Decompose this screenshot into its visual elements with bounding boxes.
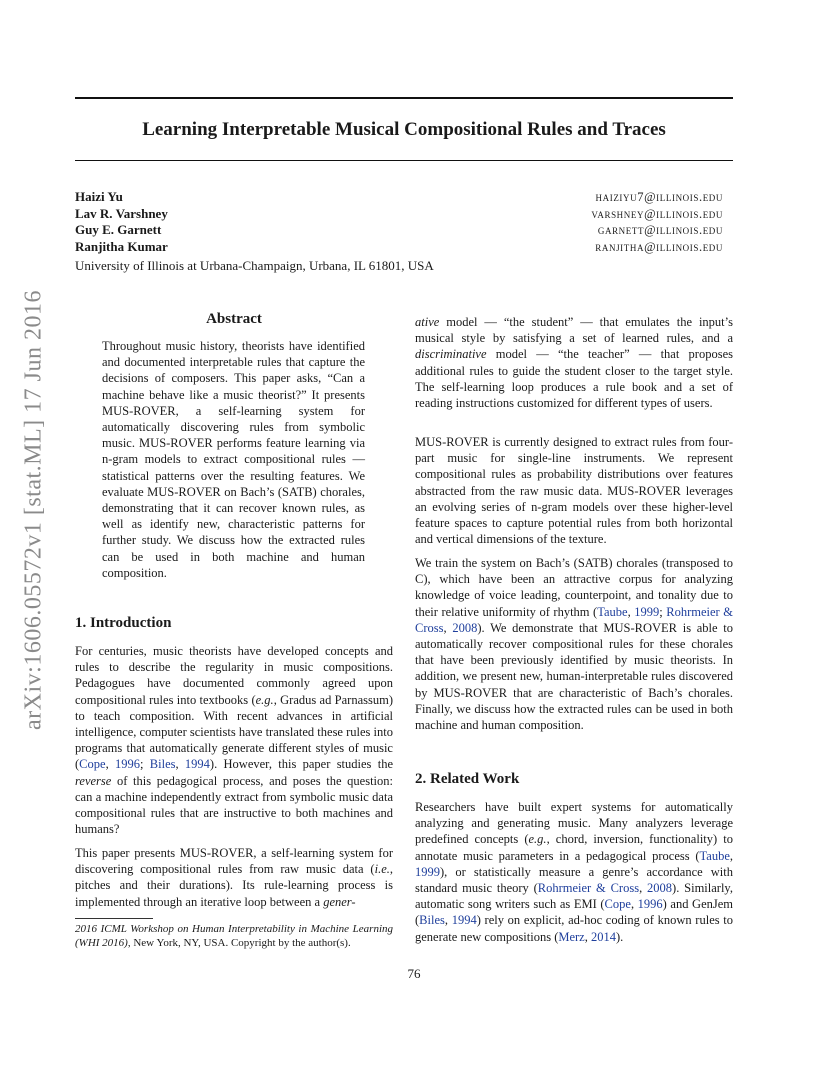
arxiv-sidebar (6, 130, 62, 890)
citation-link[interactable]: 1996 (115, 757, 140, 772)
citation-link[interactable]: 2008 (452, 620, 478, 635)
affiliation: University of Illinois at Urbana-Champaign, Urbana, IL 61801, USA (75, 258, 434, 273)
intro-heading: 1. Introduction (75, 615, 172, 631)
author-row (75, 222, 733, 239)
citation-link[interactable]: 1999 (634, 604, 660, 619)
author-row (75, 189, 733, 206)
footnote-rule (75, 918, 153, 919)
citation-link[interactable]: Taube (597, 604, 628, 619)
author-name: Guy E. Garnett (75, 222, 162, 237)
related-work-heading: 2. Related Work (415, 771, 520, 787)
citation-link[interactable]: Cope (79, 757, 106, 772)
abstract-text: Throughout music history, theorists have identified and documented interpretable rules that capture the decisions of composers. This paper asks, “Can a machine behave like a music theorist?” It presents MUS-ROVER, a self-learning system for automatically discovering rules from symbolic music. MUS-ROVER performs feature learning via n-gram models to extract compositional rules — statistical patterns over the resulting features. We evaluate MUS-ROVER on Bach’s (SATB) chorales, demonstrating that it can recover known rules, as well as identify new, characteristic patterns for further study. We discuss how the extracted rules can be used in both machine and human composition. (102, 339, 365, 580)
paper-title: Learning Interpretable Musical Compositional Rules and Traces (142, 119, 666, 140)
citation-link[interactable]: 1994 (184, 757, 210, 772)
citation-link[interactable]: 1999 (415, 864, 440, 879)
citation-link[interactable]: 1996 (637, 897, 663, 912)
citation-link[interactable]: 2014 (590, 929, 616, 944)
citation-link[interactable]: 2008 (647, 881, 673, 896)
author-email: ranjitha@illinois.edu (595, 239, 723, 254)
intro-paragraph-4: MUS-ROVER is currently designed to extract rules from four-part music for single-line instruments. We represent compositional rules as probability distributions over features abstracted from the raw music data. MUS-ROVER leverages an evolving series of n-gram models over these higher-level feature spaces to capture potential rules from both horizontal and vertical dimensions of the texture. (415, 435, 733, 547)
arxiv-id: arXiv:1606.05572v1 [stat.ML] 17 Jun 2016 (20, 290, 47, 730)
author-block (75, 189, 733, 255)
author-name: Haizi Yu (75, 189, 123, 204)
citation-link[interactable]: Biles (149, 757, 176, 772)
title-bottom-rule (75, 160, 733, 161)
intro-paragraph-1: For centuries, music theorists have developed concepts and rules to describe the regularity in music compositions. Pedagogues have documented commonly agreed upon compositional rules into textbooks (e.g., Gradus ad Parnassum) to teach composition. With recent advances in artificial intelligence, computer scientists have translated these rules into programs that automatically generate different styles of music (Cope, 1996; Biles, 1994). However, this paper studies the reverse of this pedagogical process, and poses the question: can a machine independently extract from symbolic music data compositional rules that are instructive to both machines and humans? (75, 644, 393, 837)
abstract-heading: Abstract (206, 311, 262, 327)
citation-link[interactable]: Biles (419, 913, 445, 928)
footnote: 2016 ICML Workshop on Human Interpretability in Machine Learning (WHI 2016), New York, NY, USA. Copyright by the author(s). (75, 923, 393, 949)
author-name: Ranjitha Kumar (75, 238, 168, 254)
author-email: garnett@illinois.edu (597, 223, 723, 237)
author-email: haiziyu7@illinois.edu (595, 190, 723, 204)
page-number: 76 (407, 966, 421, 981)
author-name: Lav R. Varshney (75, 205, 168, 221)
author-email: varshney@illinois.edu (591, 206, 723, 221)
intro-paragraph-5: We train the system on Bach’s (SATB) chorales (transposed to C), which have been an attractive corpus for analyzing knowledge of voice leading, counterpoint, and tonality due to their relative uniformity of rhythm (Taube, 1999; Rohrmeier & Cross, 2008). We demonstrate that MUS-ROVER is able to automatically recover compositional rules for these chorales that have been previously identified by music theorists. In addition, we present new, human-interpretable rules discovered by MUS-ROVER that are characteristic of Bach’s chorales. Finally, we discuss how the extracted rules can be used in both machine and human composition. (415, 556, 734, 733)
title-top-rule (75, 97, 733, 99)
related-work-paragraph: Researchers have built expert systems for automatically analyzing and generating music. Many analyzers leverage predefined concepts (e.g., chord, inversion, functionality) to annotate music parameters in a pedagogical process (Taube, 1999), or statistically measure a genre’s accordance with standard music theory (Rohrmeier & Cross, 2008). Similarly, automatic song writers such as EMI (Cope, 1996) and GenJem (Biles, 1994) rely on explicit, ad-hoc coding of known rules to generate new compositions (Merz, 2014). (415, 800, 734, 944)
citation-link[interactable]: Rohrmeier & Cross (537, 881, 640, 896)
citation-link[interactable]: Taube (699, 848, 730, 863)
citation-link[interactable]: Cope (604, 897, 631, 912)
citation-link[interactable]: Merz (558, 929, 585, 944)
author-row (75, 206, 733, 223)
citation-link[interactable]: Rohrmeier & Cross (415, 604, 733, 635)
intro-paragraph-2: This paper presents MUS-ROVER, a self-learning system for discovering compositional rules from raw music data (i.e., pitches and their durations). Its rule-learning process is implemented through an iterative loop between a gener- (75, 846, 393, 909)
author-row (75, 239, 733, 256)
intro-paragraph-3: ative model — “the student” — that emulates the input’s musical style by satisfying a set of learned rules, and a discriminative model — “the teacher” — that proposes additional rules to guide the student closer to the target style. The self-learning loop produces a rule book and a set of reading instructions customized for different types of users. (415, 315, 733, 411)
citation-link[interactable]: 1994 (451, 913, 477, 928)
